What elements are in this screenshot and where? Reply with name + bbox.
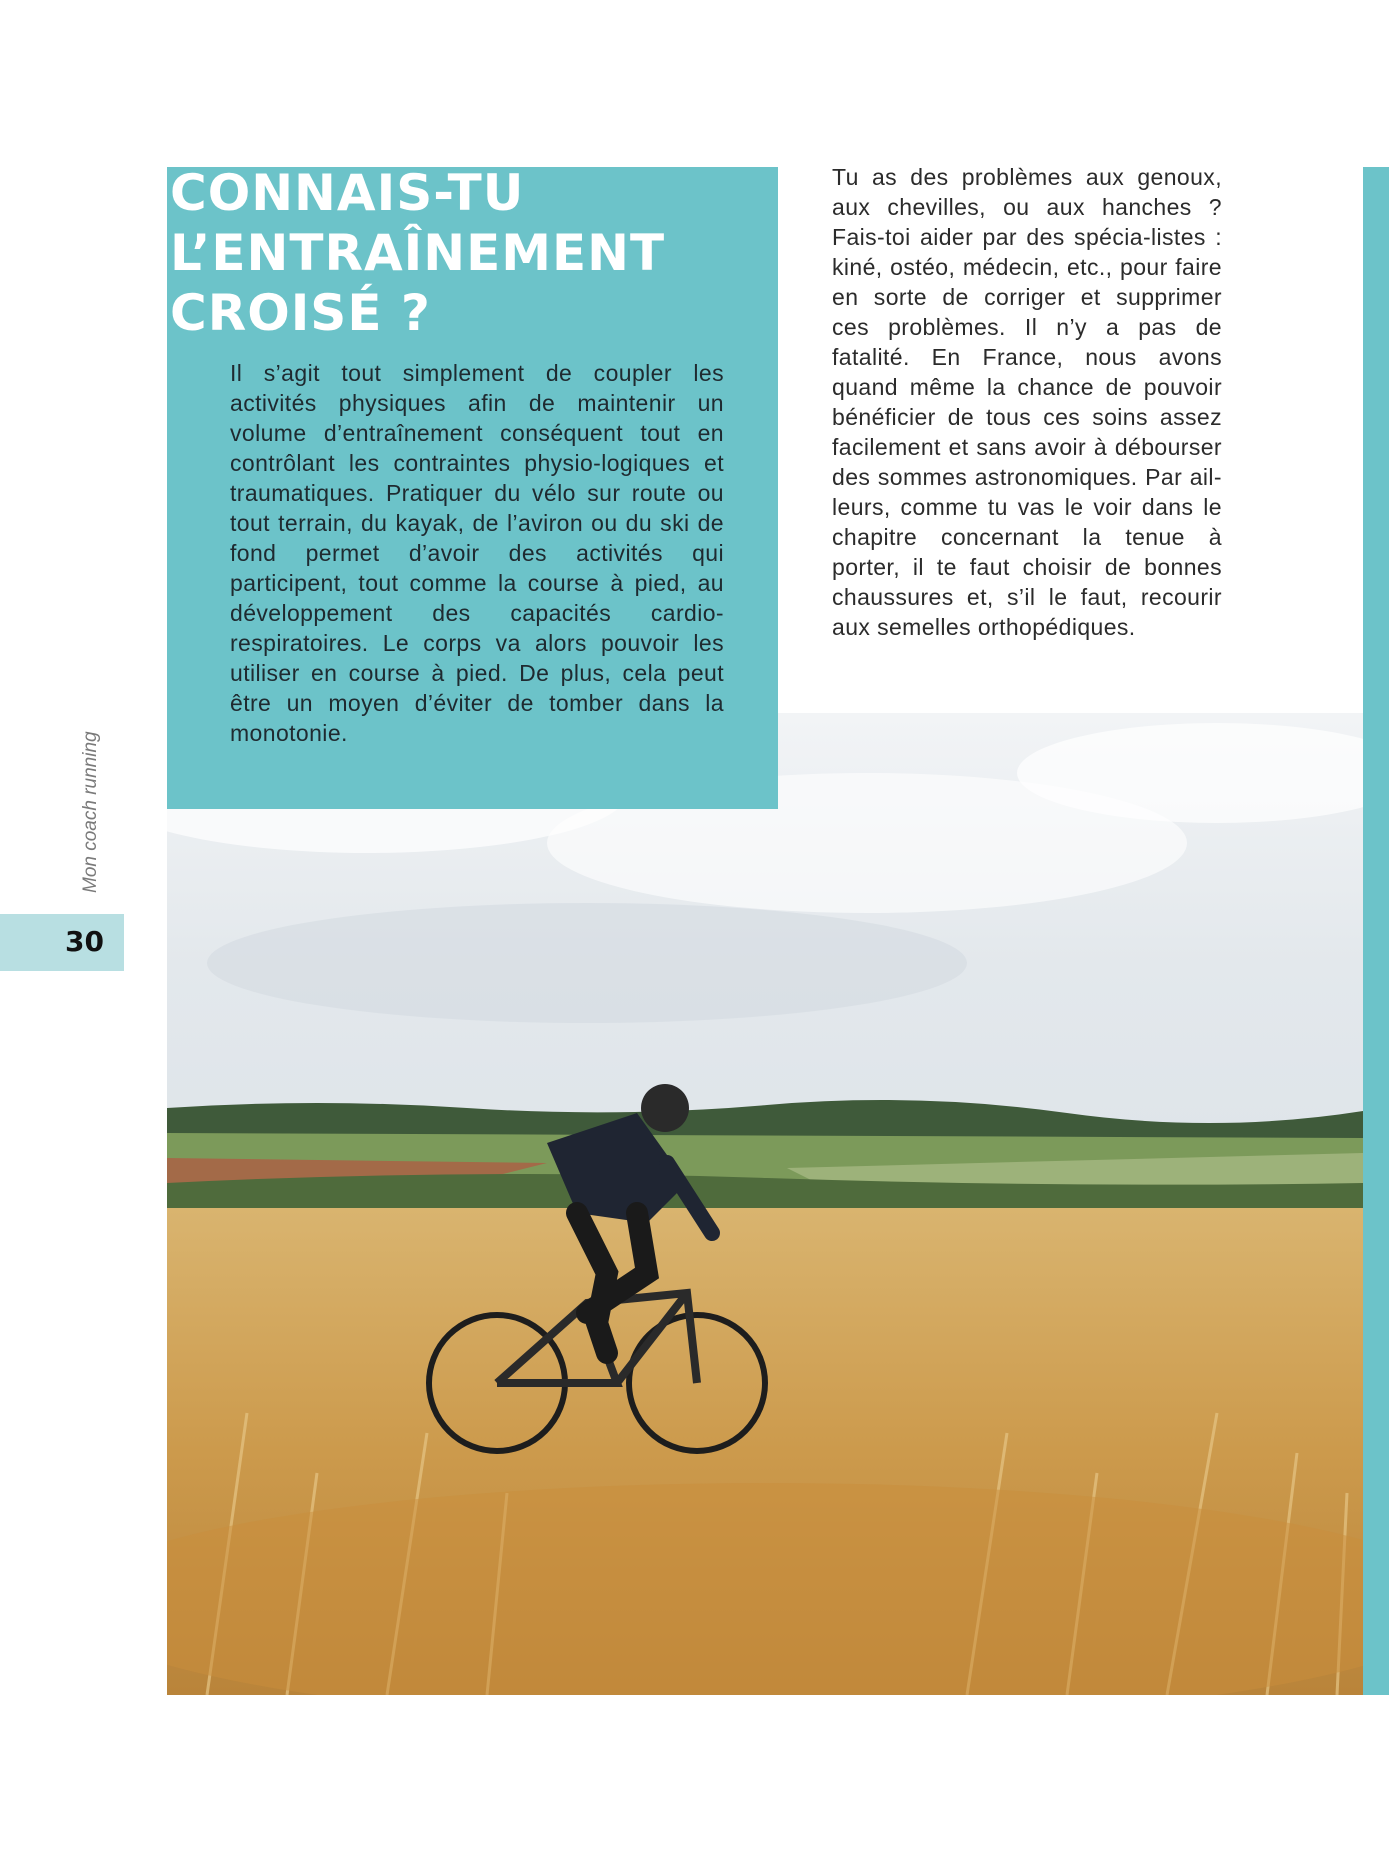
rider-helmet [641,1084,689,1132]
cyclist-wheat-field-photo [167,713,1363,1695]
running-head: Mon coach running [80,731,101,893]
photo-illustration [167,713,1363,1695]
page-number: 30 [65,925,104,958]
right-column-paragraph: Tu as des problèmes aux genoux, aux chevilles, ou aux hanches ? Fais-toi aider par des spécia-listes : kiné, ostéo, médecin, etc., pour faire en sorte de corriger et supprimer ces problèmes. Il n’y a pas de fatalité. En France, nous avons quand même la chance de pouvoir bénéficier de tous ces soins assez facilement et sans avoir à débourser des sommes astronomiques. Par ail-leurs, comme tu vas le voir dans le chapitre concernant la tenue à porter, il te faut choisir de bonnes chaussures et, s’il le faut, recourir aux semelles orthopédiques. [832,164,1222,640]
heading-line-2: L’ENTRAÎNEMENT [170,224,666,282]
right-accent-bar [1363,167,1389,1695]
heading-line-1: CONNAIS-TU [170,164,525,222]
heading-line-3: CROISÉ ? [170,284,431,342]
page-number-tab [0,914,124,971]
cloud [207,903,967,1023]
section-heading [170,163,770,343]
intro-paragraph: Il s’agit tout simplement de coupler les activités physiques afin de maintenir un volume d’entraînement conséquent tout en contrôlant les contraintes physio-logiques et traumatiques. Pratiquer du vélo sur route ou tout terrain, du kayak, de l’aviron ou du ski de fond permet d’avoir des activités qui participent, tout comme la course à pied, au développement des capacités cardio-respiratoires. Le corps va alors pouvoir les utiliser en course à pied. De plus, cela peut être un moyen d’éviter de tomber dans la monotonie. [230,360,724,746]
wheat-foreground [167,1483,1363,1695]
